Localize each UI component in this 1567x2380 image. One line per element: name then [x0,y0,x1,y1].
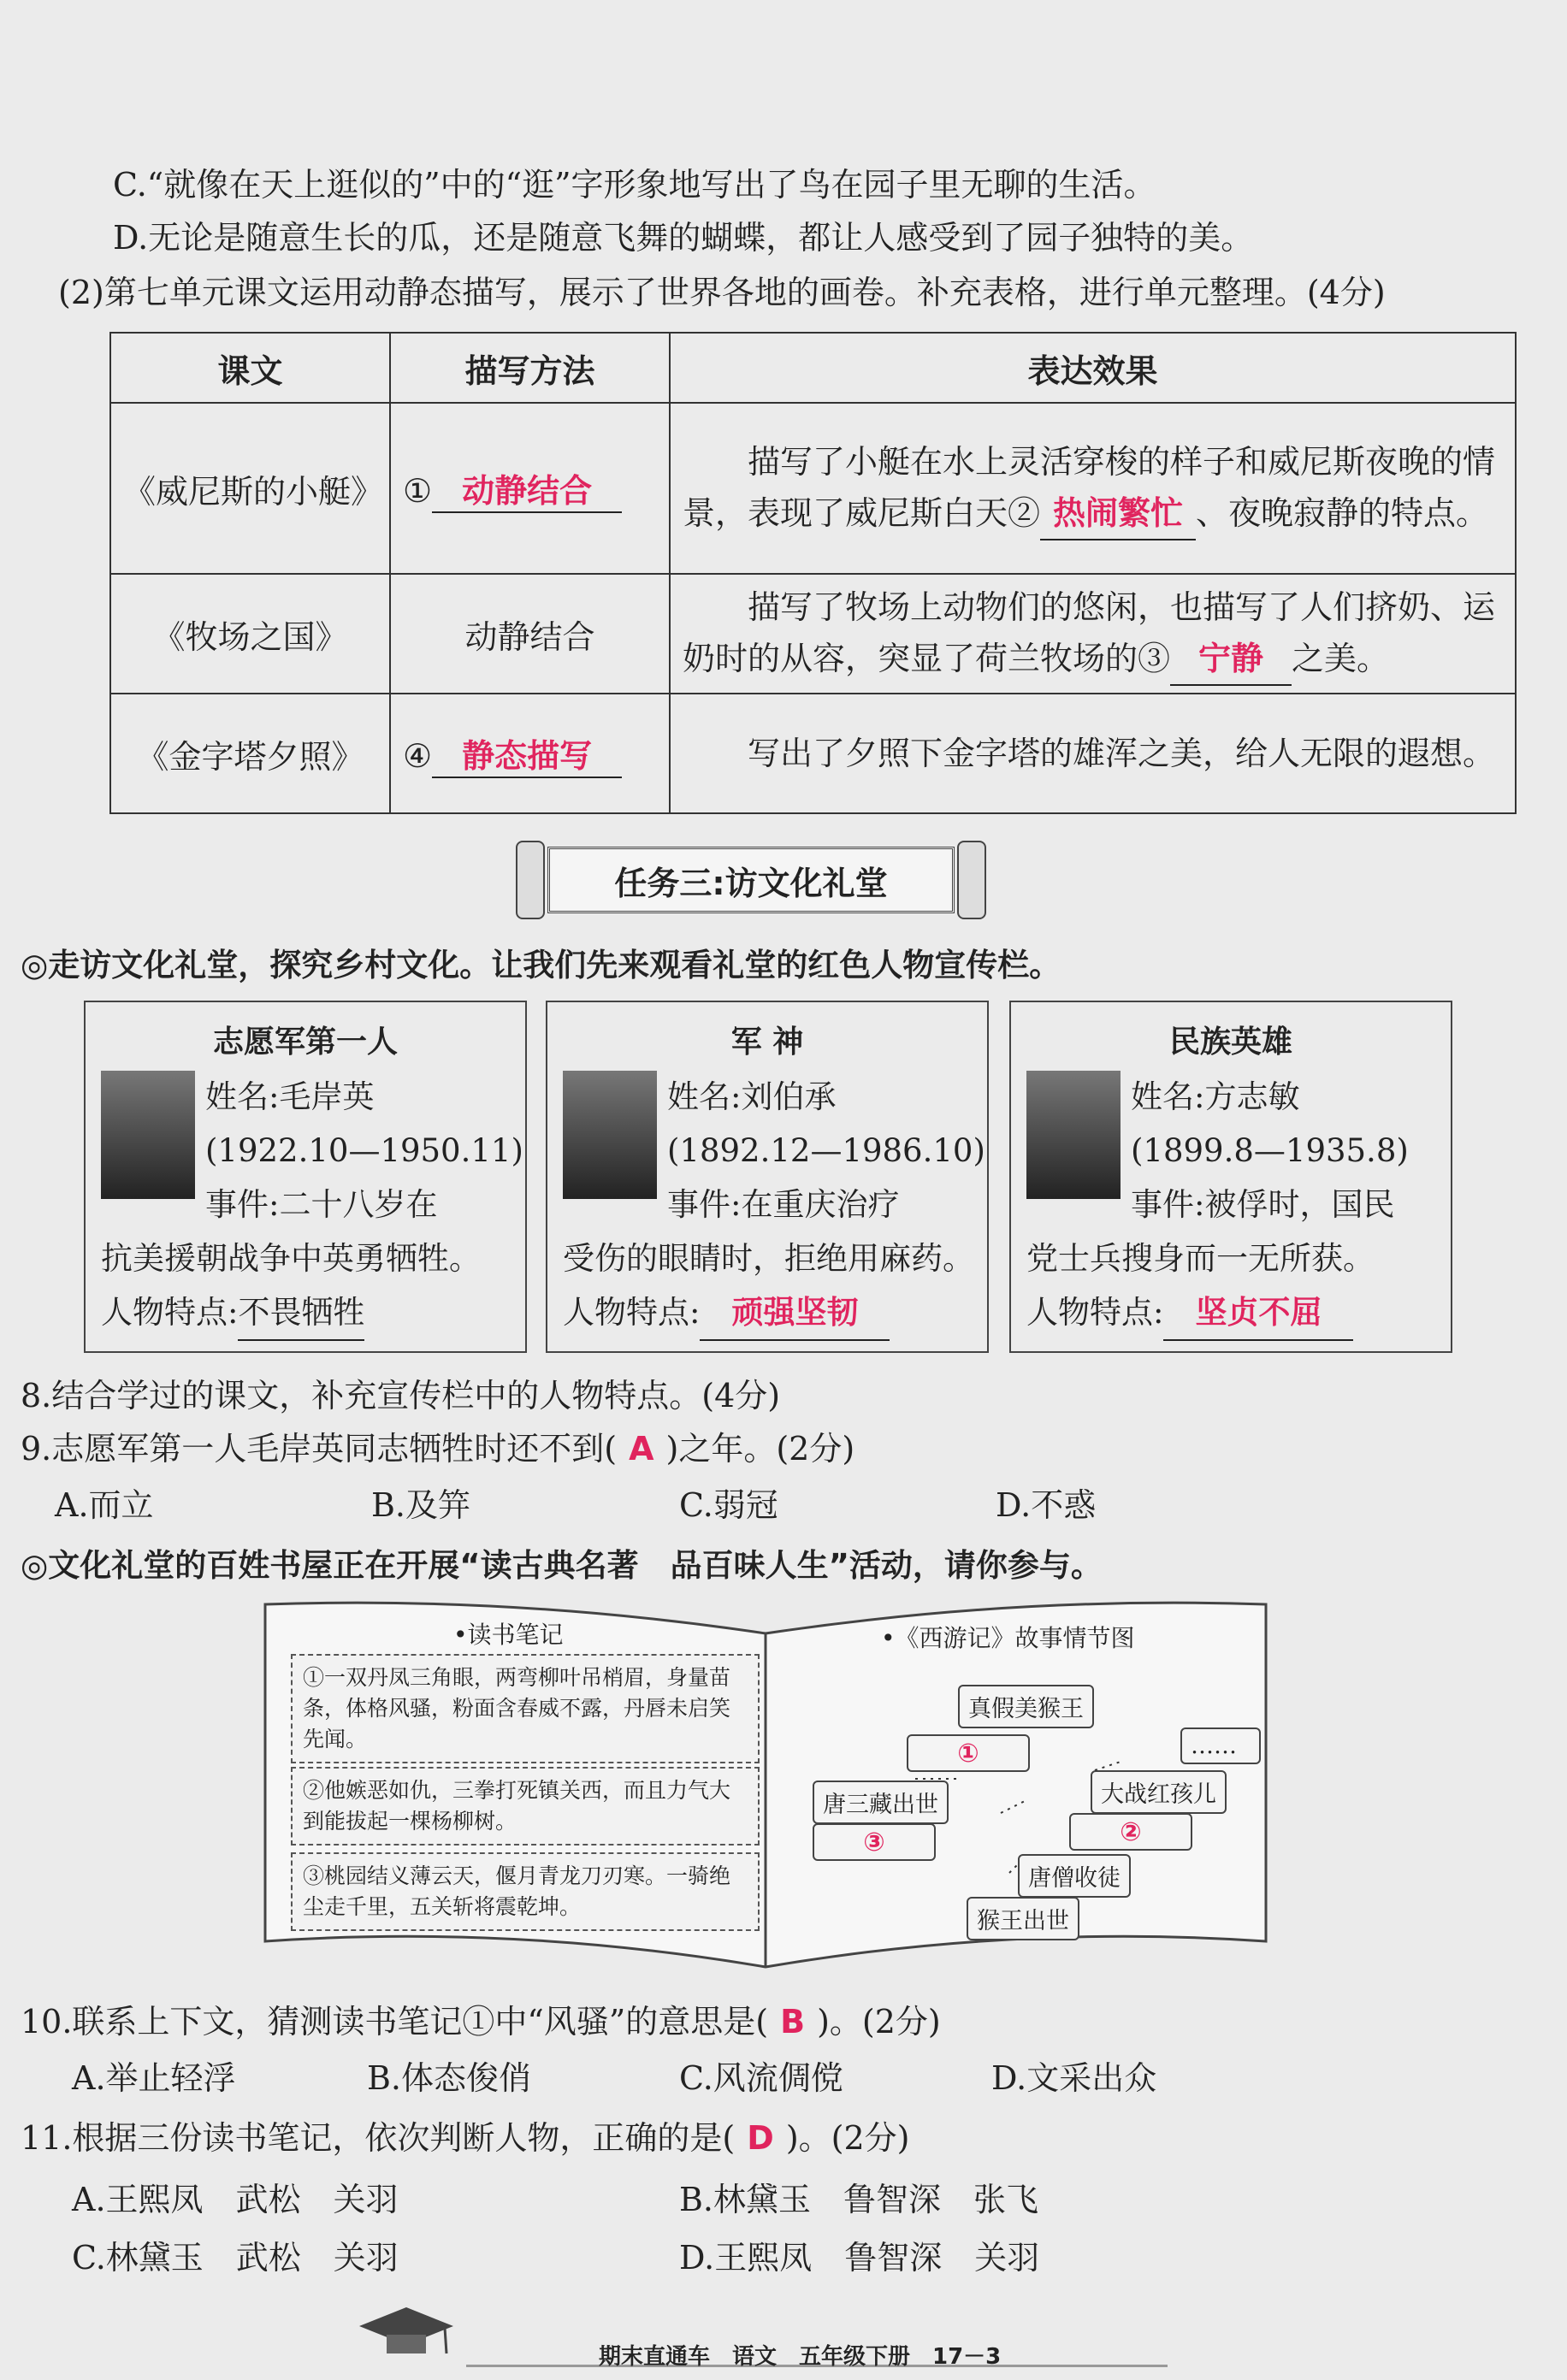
page-footer: 期末直通车 语文 五年级下册 17－3 [599,2344,1002,2370]
task3-banner: 任务三:访文化礼堂 [547,847,955,913]
option[interactable]: B.林黛玉 鲁智深 张飞 [679,2181,1039,2218]
map-title: •《西游记》故事情节图 [881,1624,1135,1652]
option[interactable]: A.王熙凤 武松 关羽 [72,2181,399,2218]
plot-blank-2[interactable]: ② [1069,1813,1192,1851]
portrait-photo [101,1071,195,1199]
row1-title: 《威尼斯的小艇》 [110,403,390,574]
question-10: 10.联系上下文，猜测读书笔记①中“风骚”的意思是( B )。(2分) [21,2003,941,2040]
card-trait: 人物特点:不畏牺牲 [101,1285,510,1341]
plot-node: 唐三藏出世 [813,1781,949,1824]
option[interactable]: D.王熙凤 鲁智深 关羽 [679,2239,1040,2277]
answer-1[interactable]: 动静结合 [432,464,622,513]
option[interactable]: B.体态俊俏 [367,2059,532,2097]
card-event-cont: 党士兵搜身而一无所获。 [1026,1240,1375,1277]
row2-effect: 描写了牧场上动物们的悠闲，也描写了人们挤奶、运奶时的从容，突显了荷兰牧场的③ 宁静 之美。 [670,574,1516,694]
graduation-cap-icon [351,2300,462,2369]
answer-4[interactable]: 静态描写 [432,729,622,778]
row2-title: 《牧场之国》 [110,574,390,694]
card-dates: (1899.8—1935.8) [1131,1132,1409,1169]
trait-value: 不畏牺牲 [238,1285,364,1341]
option[interactable]: C.弱冠 [679,1486,778,1524]
question-9: 9.志愿军第一人毛岸英同志牺牲时还不到( A )之年。(2分) [21,1430,855,1468]
option-c: C.“就像在天上逛似的”中的“逛”字形象地写出了鸟在园子里无聊的生活。 [113,166,1156,204]
card-trait: 人物特点: 坚贞不屈 [1026,1285,1435,1341]
option[interactable]: C.风流倜傥 [679,2059,843,2097]
q11-options-ab [72,2177,1526,2222]
card-event-cont: 受伤的眼睛时，拒绝用麻药。 [563,1240,974,1277]
q10-options [72,2056,1560,2100]
plot-node: 唐僧收徒 [1018,1854,1131,1898]
plot-blank-1[interactable]: ① [907,1734,1030,1772]
row1-effect: 描写了小艇在水上灵活穿梭的样子和威尼斯夜晚的情景，表现了威尼斯白天② 热闹繁忙 、夜晚寂静的特点。 [670,403,1516,574]
plot-node: 猴王出世 [967,1897,1079,1940]
question-8: 8.结合学过的课文，补充宣传栏中的人物特点。(4分) [21,1377,781,1414]
reading-note-3: ③桃园结义薄云天，偃月青龙刀刃寒。一骑绝尘走千里，五关斩将震乾坤。 [291,1852,760,1931]
reading-note-2: ②他嫉恶如仇，三拳打死镇关西，而且力气大到能拔起一棵杨柳树。 [291,1767,760,1846]
portrait-photo [563,1071,657,1199]
option[interactable]: D.文采出众 [991,2059,1157,2097]
card-liu-bocheng [546,1001,989,1353]
option[interactable]: A.举止轻浮 [72,2059,236,2097]
question-11: 11.根据三份读书笔记，依次判断人物，正确的是( D )。(2分) [21,2119,910,2157]
option[interactable]: A.而立 [55,1486,154,1524]
q9-options [55,1483,1560,1527]
header-text: 课文 [110,333,390,403]
row1-method[interactable]: ① 动静结合 [390,403,670,574]
answer-q11[interactable]: D [747,2119,774,2157]
q11-options-cd [72,2235,1526,2280]
row2-method: 动静结合 [390,574,670,694]
task3-intro: ◎走访文化礼堂，探究乡村文化。让我们先来观看礼堂的红色人物宣传栏。 [21,947,1061,983]
card-dates: (1892.12—1986.10) [667,1132,985,1169]
header-method: 描写方法 [390,333,670,403]
answer-q10[interactable]: B [780,2003,806,2040]
card-event: 事件:被俘时，国民 [1131,1186,1395,1223]
plot-blank-3[interactable]: ③ [813,1823,936,1861]
card-event: 事件:在重庆治疗 [667,1186,900,1223]
option[interactable]: B.及笄 [371,1486,471,1524]
card-event-cont: 抗美援朝战争中英勇牺牲。 [101,1240,481,1277]
card-fang-zhimin [1009,1001,1452,1353]
card-event: 事件:二十八岁在 [205,1186,438,1223]
header-effect: 表达效果 [670,333,1516,403]
card-trait: 人物特点: 顽强坚韧 [563,1285,972,1341]
book-illustration [257,1599,1274,1975]
answer-trait-liu[interactable]: 顽强坚韧 [700,1285,890,1341]
card-title: 民族英雄 [1168,1025,1292,1060]
card-mao-anying [84,1001,527,1353]
row3-effect: 写出了夕照下金字塔的雄浑之美，给人无限的遐想。 [670,694,1516,813]
card-name: 姓名:刘伯承 [667,1078,837,1115]
card-title: 志愿军第一人 [212,1025,398,1060]
sub-question-2: (2)第七单元课文运用动静态描写，展示了世界各地的画卷。补充表格，进行单元整理。(4分) [58,274,1386,311]
answer-trait-fang[interactable]: 坚贞不屈 [1163,1285,1353,1341]
answer-2[interactable]: 热闹繁忙 [1040,487,1196,540]
option[interactable]: D.不惑 [996,1486,1097,1524]
unit-review-table [109,332,1517,814]
option[interactable]: C.林黛玉 武松 关羽 [72,2239,399,2277]
reading-intro: ◎文化礼堂的百姓书屋正在开展“读古典名著 品百味人生”活动，请你参与。 [21,1547,1103,1584]
row3-method[interactable]: ④ 静态描写 [390,694,670,813]
portrait-photo [1026,1071,1121,1199]
card-name: 姓名:方志敏 [1131,1078,1300,1115]
card-dates: (1922.10—1950.11) [205,1132,523,1169]
answer-q9[interactable]: A [629,1430,654,1468]
option-d: D.无论是随意生长的瓜，还是随意飞舞的蝴蝶，都让人感受到了园子独特的美。 [113,219,1254,257]
row3-title: 《金字塔夕照》 [110,694,390,813]
reading-note-1: ①一双丹凤三角眼，两弯柳叶吊梢眉，身量苗条，体格风骚，粉面含春威不露，丹唇未启笑先闻。 [291,1654,760,1763]
card-name: 姓名:毛岸英 [205,1078,375,1115]
card-title: 军 神 [730,1025,804,1060]
answer-3[interactable]: 宁静 [1170,633,1292,686]
plot-node: …… [1180,1727,1261,1764]
plot-node: 大战红孩儿 [1091,1770,1227,1814]
plot-node: 真假美猴王 [958,1685,1094,1728]
notes-title: •读书笔记 [453,1621,564,1649]
